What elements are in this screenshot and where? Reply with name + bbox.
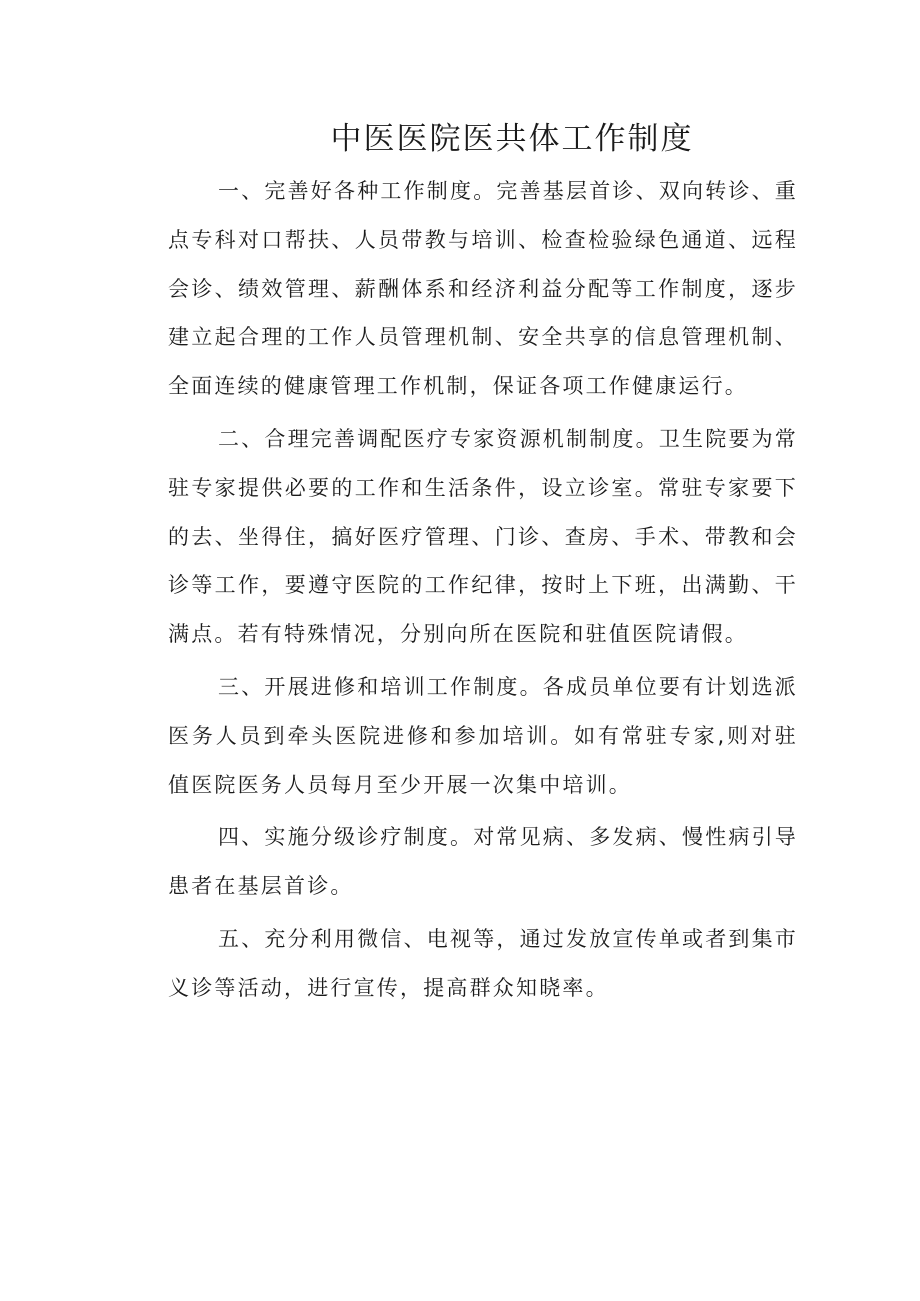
document-title: 中医医院医共体工作制度 xyxy=(330,121,694,157)
paragraph-5: 五、充分利用微信、电视等，通过发放宣传单或者到集市义诊等活动，进行宣传，提高群众知晓率。 xyxy=(168,926,798,1000)
paragraph-3: 三、开展进修和培训工作制度。各成员单位要有计划选派医务人员到牵头医院进修和参加培训。如有常驻专家,则对驻值医院医务人员每月至少开展一次集中培训。 xyxy=(168,674,798,797)
paragraph-2: 二、合理完善调配医疗专家资源机制制度。卫生院要为常驻专家提供必要的工作和生活条件，设立诊室。常驻专家要下的去、坐得住，搞好医疗管理、门诊、查房、手术、带教和会诊等工作，要遵守医院的工作纪律，按时上下班，出满勤、干满点。若有特殊情况，分别向所在医院和驻值医院请假。 xyxy=(168,426,798,647)
document-body xyxy=(168,167,798,1017)
paragraph-4: 四、实施分级诊疗制度。对常见病、多发病、慢性病引导患者在基层首诊。 xyxy=(168,825,798,899)
paragraph-1: 一、完善好各种工作制度。完善基层首诊、双向转诊、重点专科对口帮扶、人员带教与培训、检查检验绿色通道、远程会诊、绩效管理、薪酬体系和经济利益分配等工作制度，逐步建立起合理的工作人员管理机制、安全共享的信息管理机制、全面连续的健康管理工作机制，保证各项工作健康运行。 xyxy=(168,179,798,399)
